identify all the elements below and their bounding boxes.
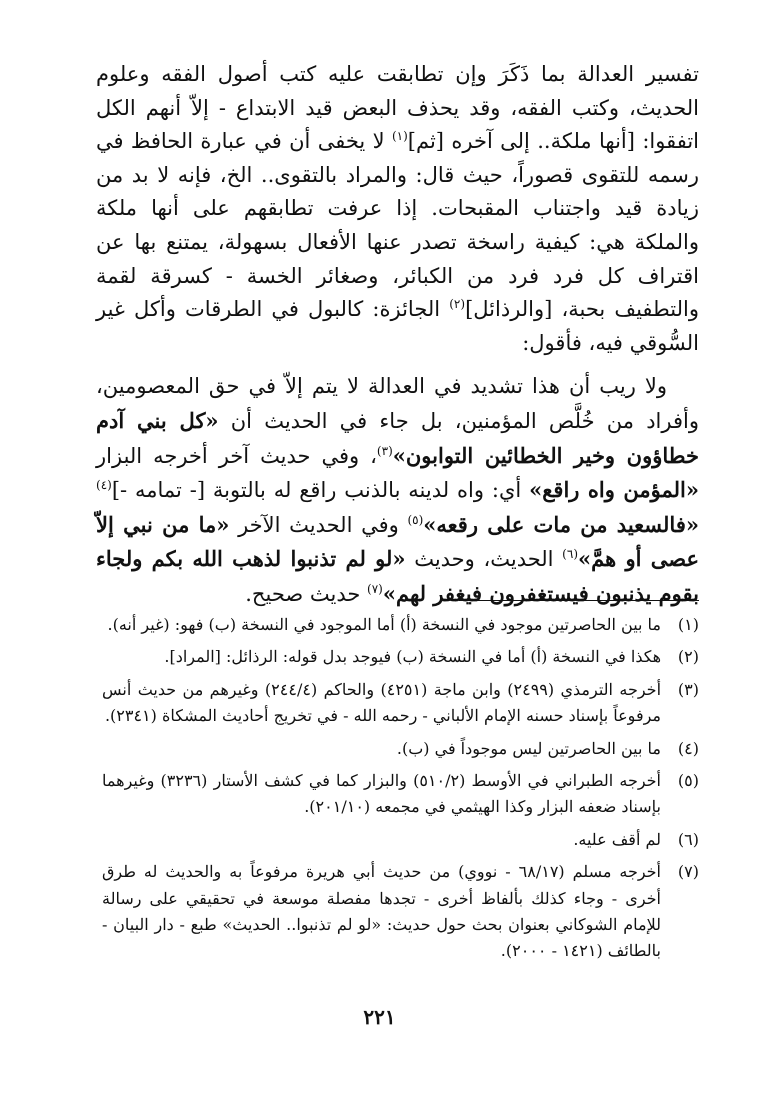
paragraph-1-text-b: لا يخفى أن في عبارة الحافظ في رسمه للتقوى قصوراً، حيث قال: والمراد بالتقوى.. الخ، فإنه لا بد من زيادة قيد واجتناب المقبحات. إذا عرفت تطابقهم على أنها ملكة والملكة هي: كيفية راسخة تصدر عنها الأفعال بسهولة، يمتنع بها عن اقتراف كل فرد فرد من الكبائر، وصغائر الخسة - كسرقة لقمة والتطفيف بحبة، [والرذائل]	[96, 129, 699, 322]
footnote-item	[102, 827, 699, 853]
footnote-number: (٧)	[677, 862, 699, 882]
footnote-number: (٤)	[677, 738, 699, 758]
page-number: ٢٢١	[363, 1005, 396, 1029]
footnote-ref-4: (٤)	[96, 478, 112, 493]
hadith-quote-2: «المؤمن واه راقع»	[529, 477, 699, 503]
footnote-ref-7: (٧)	[367, 581, 383, 596]
footnote-text: لم أقف عليه.	[573, 829, 661, 849]
footnote-text: أخرجه الترمذي (٢٤٩٩) وابن ماجة (٤٢٥١) والحاكم (٢٤٤/٤) وغيرهم من حديث أنس مرفوعاً بإسناد حسنه الإمام الألباني - رحمه الله - في تخريج أحاديث المشكاة (٢٣٤١).	[102, 679, 662, 726]
paragraph-1-text-a: تفسير العدالة بما ذَكَرَ وإن تطابقت عليه كتب أصول الفقه وعلوم الحديث، وكتب الفقه، وقد يحذف البعض قيد الابتداع - إلاّ أنهم الكل اتفقوا: [أنها ملكة.. إلى آخره [ثم]	[96, 62, 700, 154]
footnote-text: أخرجه مسلم (٦٨/١٧ - نووي) من حديث أبي هريرة مرفوعاً به والحديث له طرق أخرى - وجاء كذلك بألفاظ أخرى - تجدها مفصلة موسعة في تحقيقي على رسالة للإمام الشوكاني بعنوان بحث حول حديث: «لو لم تذنبوا.. الحديث» طبع - دار البيان - بالطائف (١٤٢١ - ٢٠٠٠).	[102, 862, 662, 961]
hadith-quote-3: «فالسعيد من مات على رقعه»	[423, 511, 699, 537]
footnote-item	[102, 677, 699, 730]
footnote-number: (٢)	[677, 647, 699, 667]
hadith-quote-4: «ما من نبي إلاّ عصى أو همَّ»	[96, 511, 699, 572]
hadith-quote-1: «كل بني آدم خطاؤون وخير الخطائين التوابون»	[96, 407, 699, 468]
footnote-item	[102, 736, 699, 762]
paragraph-2	[96, 370, 699, 611]
footnote-number: (٥)	[677, 771, 699, 791]
paragraph-2-text-b: ، وفي حديث آخر أخرجه البزار	[96, 443, 377, 468]
footnote-ref-1: (١)	[391, 129, 408, 144]
paragraph-2-text-a: ولا ريب أن هذا تشديد في العدالة لا يتم إلاّ في حق المعصومين، وأفراد من خُلَّص المؤمنين، بل جاء في الحديث أن	[96, 374, 699, 433]
footnote-text: ما بين الحاصرتين ليس موجوداً في (ب).	[396, 738, 661, 758]
footnote-item	[102, 644, 699, 670]
paragraph-1-text-c: الجائزة: كالبول في الطرقات وأكل غير السُّوقي فيه، فأقول:	[96, 297, 699, 355]
main-text	[96, 58, 699, 612]
footnote-ref-6: (٦)	[562, 547, 578, 562]
footnote-text: أخرجه الطبراني في الأوسط (٥١٠/٢) والبزار كما في كشف الأستار (٣٢٣٦) وغيرهما بإسناد ضعفه البزار وكذا الهيثمي في مجمعه (٢٠١/١٠).	[102, 771, 662, 817]
footnotes-list	[102, 612, 699, 971]
hadith-quote-5: «لو لم تذنبوا لذهب الله بكم ولجاء بقوم يذنبون فيستغفرون فيغفر لهم»	[96, 546, 699, 606]
footnote-number: (١)	[677, 615, 699, 634]
footnote-item	[102, 768, 699, 821]
footnote-item	[102, 612, 699, 638]
footnote-separator	[459, 600, 699, 601]
footnote-ref-5: (٥)	[407, 512, 424, 527]
paragraph-2-text-c: أي: واه لدينه بالذنب راقع له بالتوبة [- تمامه -]	[111, 478, 530, 503]
footnote-text: ما بين الحاصرتين موجود في النسخة (أ) أما الموجود في النسخة (ب) فهو: (غير أنه).	[107, 615, 661, 634]
paragraph-2-text-d: وفي الحديث الآخر	[229, 512, 408, 537]
paragraph-1	[96, 58, 699, 360]
footnote-text: هكذا في النسخة (أ) أما في النسخة (ب) فيوجد بدل قوله: الرذائل: [المراد].	[164, 647, 661, 667]
footnote-number: (٣)	[677, 679, 699, 699]
footnote-ref-2: (٢)	[449, 297, 466, 312]
footnote-item	[102, 859, 699, 965]
paragraph-2-text-e: الحديث، وحديث	[405, 547, 563, 572]
footnote-ref-3: (٣)	[376, 443, 393, 458]
footnote-number: (٦)	[677, 829, 699, 849]
paragraph-2-text-f: حديث صحيح.	[245, 581, 368, 606]
